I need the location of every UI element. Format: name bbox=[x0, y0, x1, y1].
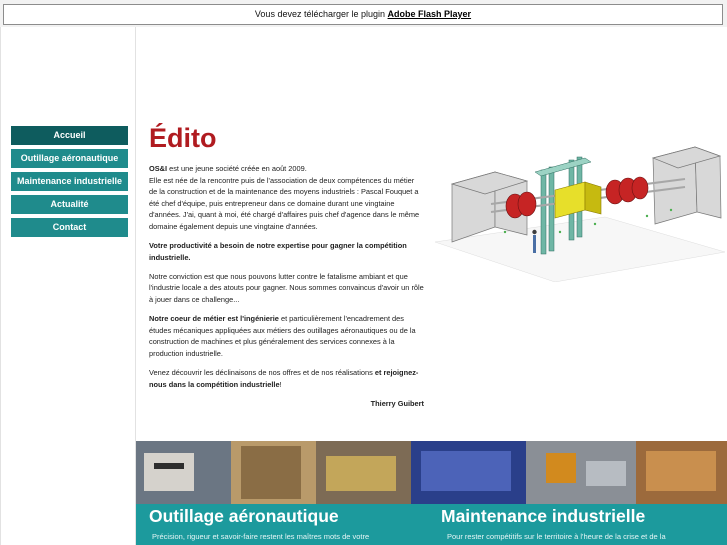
edito-paragraph-conviction: Notre conviction est que nous pouvons lutter contre le fatalisme ambiant et que l'industrie locale a des atouts pour gagner. Nous sommes convaincus d'avoir un rôle à jouer dans ce challenge... bbox=[149, 271, 424, 304]
nav-item-maintenance-industrielle[interactable]: Maintenance industrielle bbox=[11, 172, 128, 191]
nav-item-accueil[interactable]: Accueil bbox=[11, 126, 128, 145]
edito-tagline: Votre productivité a besoin de notre expertise pour gagner la compétition industrielle. bbox=[149, 241, 407, 262]
main-nav bbox=[11, 126, 128, 241]
edito-paragraph-invitation: Venez découvrir les déclinaisons de nos offres et de nos réalisations et rejoignez-nous dans la compétition industrielle! bbox=[149, 367, 419, 389]
edito-paragraph-intro: OS&I est une jeune société créée en août 2009. Elle est née de la rencontre puis de l'association de deux compétences du métier de la construction et de la maintenance des moyens industriels : Pascal Fouquet a été chef d'équipe, puis entrepreneur dans ce domaine durant une vingtaine d'années. J'ai, quant à moi, été chargé d'affaires puis chef d'agence dans le même domaine également depuis une vingtaine d'années. bbox=[149, 164, 420, 231]
section-title-outillage[interactable]: Outillage aéronautique bbox=[149, 506, 339, 526]
flash-plugin-notice bbox=[3, 4, 723, 25]
page-title: Édito bbox=[149, 123, 217, 153]
section-title-maintenance[interactable]: Maintenance industrielle bbox=[441, 506, 646, 526]
adobe-flash-link[interactable]: Adobe Flash Player bbox=[387, 9, 472, 19]
brand-name: OS&I bbox=[149, 164, 168, 173]
machine-3d-illustration bbox=[435, 132, 725, 282]
nav-item-actualite[interactable]: Actualité bbox=[11, 195, 128, 214]
flash-notice-text: Vous devez télécharger le plugin bbox=[254, 9, 386, 19]
signature: Thierry Guibert bbox=[370, 398, 424, 408]
edito-paragraph-coeur-metier: Notre coeur de métier est l'ingénierie et particulièrement l'encadrement des études mécaniques appliquées aux métiers des outillages aéronautiques ou de la construction de machines et plus généralement des services connexes à la production industrielle. bbox=[149, 314, 416, 358]
nav-item-outillage-aeronautique[interactable]: Outillage aéronautique bbox=[11, 149, 128, 168]
nav-item-contact[interactable]: Contact bbox=[11, 218, 128, 237]
photo-strip bbox=[136, 441, 727, 504]
edito-text bbox=[149, 163, 424, 417]
main-content bbox=[136, 27, 727, 545]
services-band bbox=[136, 504, 727, 545]
section-text-outillage: Précision, rigueur et savoir-faire restent les maîtres mots de votre bbox=[152, 532, 370, 541]
section-text-maintenance: Pour rester compétitifs sur le territoire à l'heure de la crise et de la bbox=[447, 532, 666, 541]
left-sidebar bbox=[0, 27, 136, 545]
